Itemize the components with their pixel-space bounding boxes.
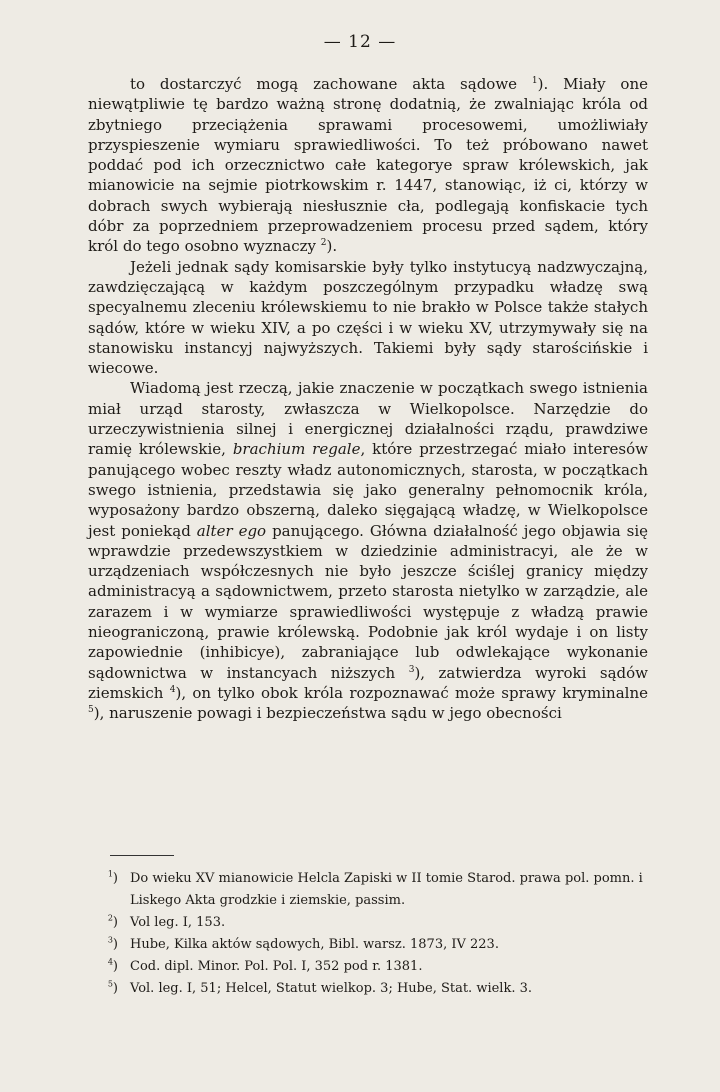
footnote-ref: 1 [531,76,538,86]
paragraph-text: ), zatwierdza wyroki sądów ziemskich [88,663,648,702]
footnote-divider [110,855,174,856]
paragraph-text: , które przestrzegać miało interesów panującego wobec reszty władz autonomicznych, starosta, w początkach swego istnienia, przedstawia się jako generalny pełnomocnik króla, wyposażony bardzo obszerną, daleko sięgającą władzę, w Wielkopolsce jest poniekąd [88,440,648,540]
footnote-ref: 3 [408,664,415,675]
footnote-mark: 5 [107,979,113,989]
footnote-5: $^5$) Vol. leg. I, 51; Helcel, Statut wielkop. 3; Hube, Stat. wielk. 3. [107,979,533,996]
italic-term: alter ego [196,521,267,540]
footnote-1: $^1$) Do wieku XV mianowicie Helcla Zapiski w II tomie Starod. prawa pol. pomn. i Liskego Akta grodzkie i ziemskie, passim. [107,869,643,908]
main-text [88,74,648,724]
paragraph-text: panującego. Główna działalność jego objawia się wprawdzie przedewszystkiem w dziedzinie administracyi, ale że w urządzeniach współczesnych nie było jeszcze ściślej granicy między administracyą a sądownictwem, przeto starosta nietylko w zarządzie, ale zarazem i w wymiarze sprawiedliwości występuje z władzą prawie nieograniczoną, prawie królewską. Podobnie jak król wydaje i on listy zapowiednie (inhibicye), zabraniające lub odwlekające wykonanie sądownictwa w instancyach niższych [88,521,649,682]
footnote-ref: 2 [320,238,327,249]
paragraph-text: ), naruszenie powagi i bezpieczeństwa sądu w jego obecności [93,704,562,723]
footnote-text: Do wieku XV mianowicie Helcla Zapiski w II tomie Starod. prawa pol. pomn. i Liskego Akta grodzkie i ziemskie, passim. [130,871,643,908]
footnote-text: Hube, Kilka aktów sądowych, Bibl. warsz. 1873, IV 223. [130,937,499,952]
footnote-mark: 3 [107,935,113,945]
footnote-mark: 4 [107,957,113,967]
italic-term: brachium regale [232,440,361,459]
footnote-4: $^4$) Cod. dipl. Minor. Pol. Pol. I, 352 pod r. 1381. [107,957,423,974]
footnote-text: Vol leg. I, 153. [130,915,226,930]
footnote-3: $^3$) Hube, Kilka aktów sądowych, Bibl. warsz. 1873, IV 223. [107,935,499,952]
paragraph-text: Jeżeli jednak sądy komisarskie były tylko instytucyą nadzwyczajną, zawdzięczającą w każdym poszczególnym przypadku władzę swą specyalnemu zleceniu królewskiemu to nie brakło w Polsce także stałych sądów, które w wieku XIV, a po części i w wieku XV, utrzymywały się na stanowisku instancyj najwyższych. Takiemi były sądy starościńskie i wiecowe. [88,257,648,378]
paragraph-text: ). Miały one niewątpliwie tę bardzo ważną stronę dodatnią, że zwalniając króla od zbytniego przeciążenia sprawami procesowemi, umożliwiały przyspieszenie wymiaru sprawiedliwości. To też próbowano nawet poddać pod ich orzecznictwo całe kategorye spraw królewskich, jak mianowicie na sejmie piotrkowskim r. 1447, stanowiąc, iż ci, którzy w dobrach swych wybierają niesłusznie cła, podlegają konfiskacie tych dóbr za poprzedniem przeprowadzeniem procesu przed sądem, który król do tego osobno wyznaczy [88,75,648,256]
footnote-mark: 2 [107,913,113,923]
footnotes [88,868,648,1000]
footnote-ref: 4 [169,684,176,695]
footnote-2: $^2$) Vol leg. I, 153. [107,913,226,930]
page-number: — 12 — [323,32,397,52]
paragraph-text: ), on tylko obok króla rozpoznawać może sprawy kryminalne [175,683,648,702]
footnote-mark: 1 [107,869,113,879]
paragraph-text: to dostarczyć mogą zachowane akta sądowe [130,75,518,93]
paragraph-text: Wiadomą jest rzeczą, jakie znaczenie w początkach swego istnienia miał urząd starosty, zwłaszcza w Wielkopolsce. Narzędzie do urzeczywistnienia silnej i energicznej działalności rządu, prawdziwe ramię królewskie, [88,379,648,459]
paragraph-3 [88,378,648,723]
footnote-ref: 5 [88,705,94,716]
footnote-text: Cod. dipl. Minor. Pol. Pol. I, 352 pod r. 1381. [130,959,423,974]
paragraph-text: ). [326,237,338,256]
paragraph-1 [88,74,648,257]
paragraph-2 [88,257,648,379]
footnote-text: Vol. leg. I, 51; Helcel, Statut wielkop. 3; Hube, Stat. wielk. 3. [130,981,533,996]
